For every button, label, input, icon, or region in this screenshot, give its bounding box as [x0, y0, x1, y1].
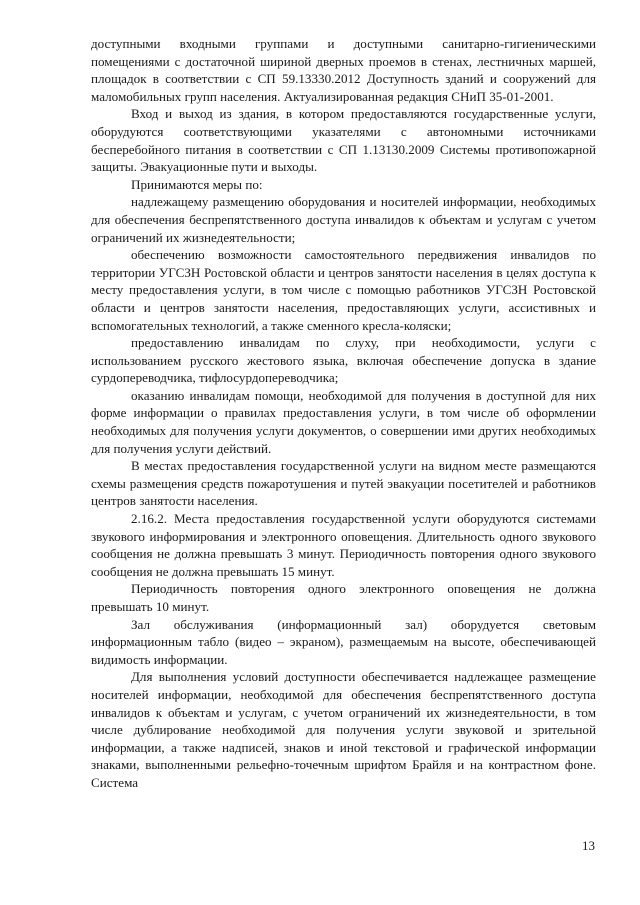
paragraph-measure-sign-language: предоставлению инвалидам по слуху, при необходимости, услуги с использованием русского жестового языка, включая обеспечение допуска в здание сурдопереводчика, тифлосурдопереводчика; [91, 335, 596, 386]
paragraph-measure-movement: обеспечению возможности самостоятельного передвижения инвалидов по территории УГСЗН Ростовской области и центров занятости населения в целях доступа к месту предоставления услуги, в том числе с помощью работников УГСЗН Ростовской области и центров занятости населения, предоставляющих услуги, ассистивных и вспомогательных технологий, а также сменного кресла-коляски; [91, 247, 596, 333]
paragraph-electronic-alert: Периодичность повторения одного электронного оповещения не должна превышать 10 минут. [91, 581, 596, 614]
paragraph-measure-assistance: оказанию инвалидам помощи, необходимой для получения в доступной для них форме информации о правилах предоставления услуги, в том числе об оформлении необходимых для получения услуги документов, о совершении ими других необходимых для получения услуги действий. [91, 387, 596, 456]
paragraph-evacuation-schemes: В местах предоставления государственной услуги на видном месте размещаются схемы размещения средств пожаротушения и путей эвакуации посетителей и работников центров занятости населения. [91, 458, 596, 509]
paragraph-continuation: доступными входными группами и доступными санитарно-гигиеническими помещениями с достаточной шириной дверных проемов в стенах, лестничных маршей, площадок в соответствии с СП 59.13330.2012 Доступность зданий и сооружений для маломобильных групп населения. Актуализированная редакция СНиП 35-01-2001. [91, 36, 596, 104]
paragraph-entrance-exit: Вход и выход из здания, в котором предоставляются государственные услуги, оборудуются соответствующими указателями с автономными источниками бесперебойного питания в соответствии с СП 1.13130.2009 Системы противопожарной защиты. Эвакуационные пути и выходы. [91, 106, 596, 175]
paragraph-service-hall: Зал обслуживания (информационный зал) оборудуется световым информационным табло (видео – экраном), размещаемым на высоте, обеспечивающей видимость информации. [91, 616, 596, 667]
page-number: 13 [582, 838, 595, 853]
paragraph-measures-intro: Принимаются меры по: [131, 176, 263, 192]
paragraph-accessibility-conditions: Для выполнения условий доступности обеспечивается надлежащее размещение носителей информации, необходимой для обеспечения беспрепятственного доступа инвалидов к объектам и услугам, с учетом ограничений их жизнедеятельности, в том числе дублирование необходимой для получения услуги звуковой и зрительной информации, а также надписей, знаков и иной текстовой и графической информации знаками, выполненными рельефно-точечным шрифтом Брайля и на контрастном фоне. Система [91, 669, 596, 790]
paragraph-section-2-16-2: 2.16.2. Места предоставления государственной услуги оборудуются системами звукового информирования и электронного оповещения. Длительность одного звукового сообщения не должна превышать 3 минут. Периодичность повторения одного звукового сообщения не должна превышать 15 минут. [91, 511, 596, 579]
body-text [91, 35, 596, 792]
paragraph-measure-placement: надлежащему размещению оборудования и носителей информации, необходимых для обеспечения беспрепятственного доступа инвалидов к объектам и услугам с учетом ограничений их жизнедеятельности; [91, 194, 596, 245]
